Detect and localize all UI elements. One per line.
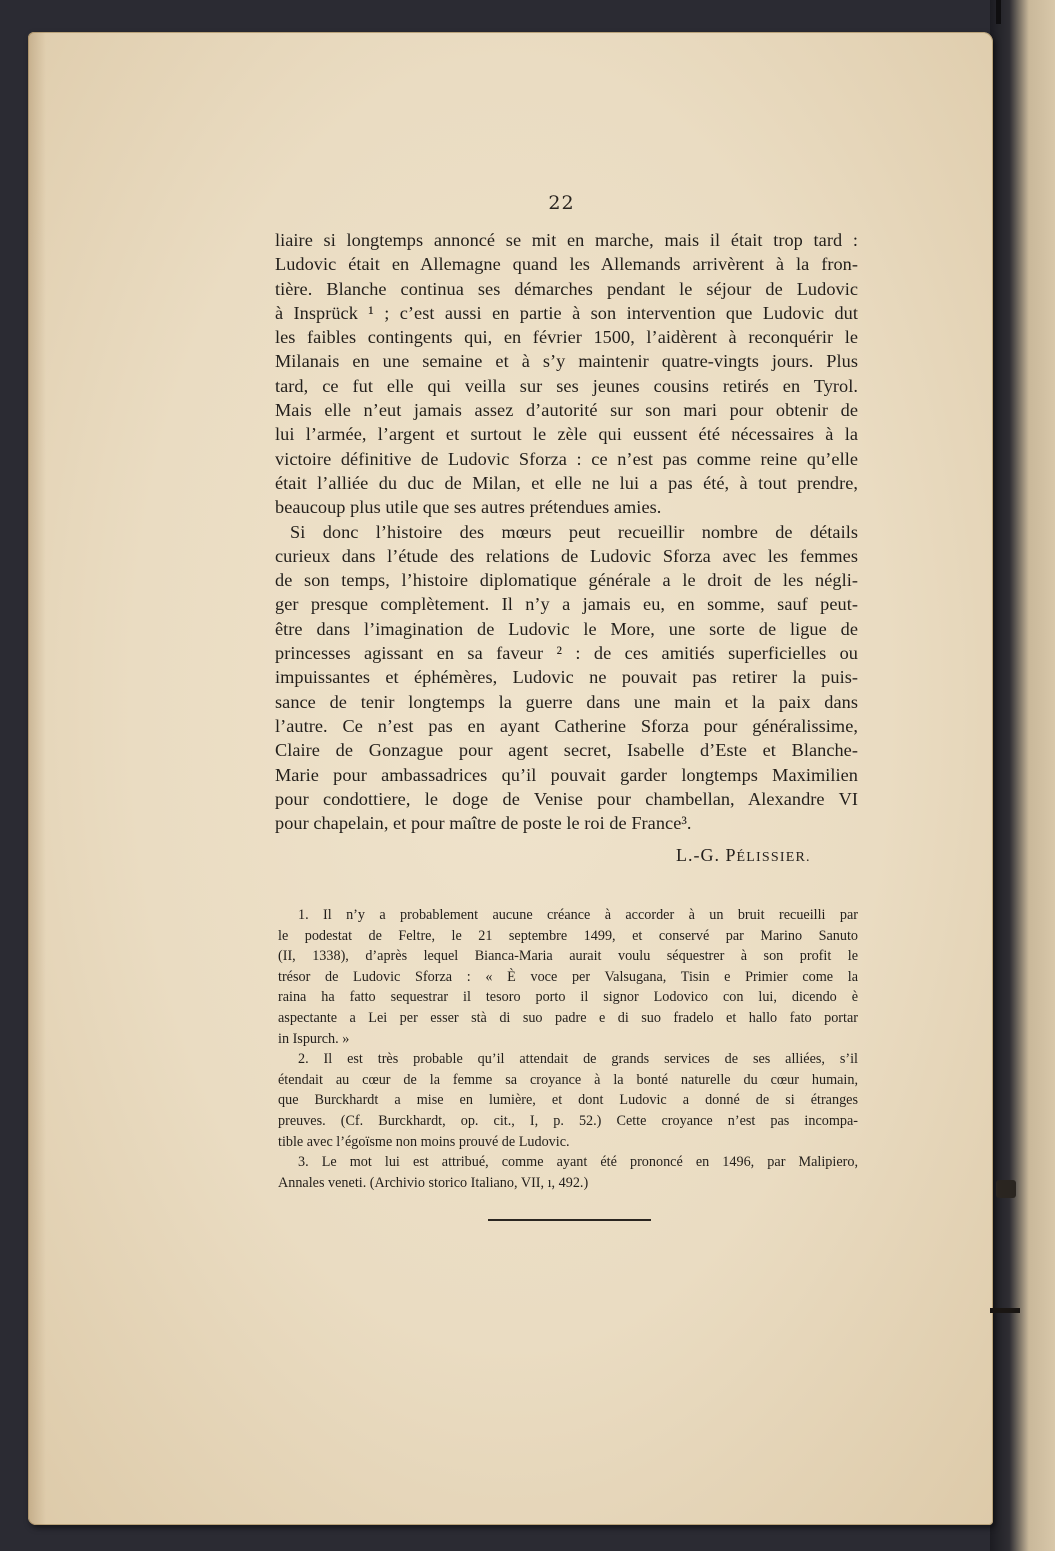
text-line: à Insprück ¹ ; c’est aussi en partie à son intervention que Ludovic dut bbox=[275, 302, 858, 323]
footnotes bbox=[278, 905, 858, 1193]
book-backdrop-right bbox=[990, 0, 1055, 1551]
text-line: princesses agissant en sa faveur ² : de ces amitiés superficielles ou bbox=[275, 643, 858, 664]
text-line: beaucoup plus utile que ses autres prétendues amies. bbox=[275, 497, 662, 518]
text-line-italic: sance de tenir longtemps la guerre dans une main et la paix dans bbox=[275, 691, 858, 712]
footnote-1-line: in Ispurch. » bbox=[278, 1030, 350, 1047]
footnote-2-line: tible avec l’égoïsme non moins prouvé de Ludovic. bbox=[278, 1133, 570, 1150]
text-line: les faibles contingents qui, en février 1500, l’aidèrent à reconquérir le bbox=[275, 327, 858, 348]
footnote-2-line: étendait au cœur de la femme sa croyance à la bonté naturelle du cœur humain, bbox=[278, 1071, 858, 1088]
footnote-1-line: raina ha fatto sequestrar il tesoro porto il signor Lodovico con lui, dicendo è bbox=[278, 989, 858, 1006]
signature-initials: L.-G. P bbox=[676, 845, 737, 865]
binding-mark bbox=[996, 1180, 1016, 1198]
text-line: pour condottiere, le doge de Venise pour chambellan, Alexandre VI bbox=[275, 788, 858, 809]
footnote-1-line: trésor de Ludovic Sforza : « È voce per Valsugana, Tisin e Primier come la bbox=[278, 968, 858, 985]
footnote-2-line: 2. Il est très probable qu’il attendait de grands services de ses alliées, s’il bbox=[298, 1051, 858, 1068]
text-line: Claire de Gonzague pour agent secret, Isabelle d’Este et Blanche- bbox=[275, 740, 858, 761]
footnote-2-line: que Burckhardt a mise en lumière, et dont Ludovic a donné de si étranges bbox=[278, 1092, 858, 1109]
author-signature bbox=[676, 845, 876, 866]
text-line: pour chapelain, et pour maître de poste le roi de France³. bbox=[275, 813, 692, 834]
text-line: Marie pour ambassadrices qu’il pouvait garder longtemps Maximilien bbox=[275, 764, 858, 785]
text-line: l’autre. Ce n’est pas en ayant Catherine Sforza pour généralissime, bbox=[275, 715, 858, 736]
footnote-1-line: aspectante a Lei per esser stà di suo padre e di suo fradelo et hallo fato portar bbox=[278, 1009, 858, 1026]
text-line: impuissantes et éphémères, Ludovic ne pouvait pas retirer la puis- bbox=[275, 667, 858, 688]
page-number: 22 bbox=[548, 192, 575, 214]
text-line: ger presque complètement. Il n’y a jamais eu, en somme, sauf peut- bbox=[275, 594, 858, 615]
text-line: Mais elle n’eut jamais assez d’autorité sur son mari pour obtenir de bbox=[275, 400, 858, 421]
binding-mark bbox=[996, 0, 1001, 24]
text-line: Si donc l’histoire des mœurs peut recueillir nombre de détails bbox=[290, 521, 858, 542]
footnote-2-line: preuves. (Cf. Burckhardt, op. cit., I, p. 52.) Cette croyance n’est pas incompa- bbox=[278, 1112, 858, 1129]
text-line: curieux dans l’étude des relations de Ludovic Sforza avec les femmes bbox=[275, 545, 858, 566]
footnote-3-line: 3. Le mot lui est attribué, comme ayant été prononcé en 1496, par Malipiero, bbox=[298, 1154, 858, 1171]
end-rule bbox=[488, 1219, 651, 1221]
text-line: Milanais en une semaine et à s’y maintenir quatre-vingts jours. Plus bbox=[275, 351, 858, 372]
text-line: être dans l’imagination de Ludovic le More, une sorte de ligue de bbox=[275, 618, 858, 639]
text-line: était l’alliée du duc de Milan, et elle ne lui a pas été, à tout prendre, bbox=[275, 472, 858, 493]
footnote-1-line: (II, 1338), d’après lequel Bianca-Maria aurait voulu séquestrer à son profit le bbox=[278, 948, 858, 965]
text-line: tard, ce fut elle qui veilla sur ses jeunes cousins retirés en Tyrol. bbox=[275, 375, 858, 396]
text-line: victoire définitive de Ludovic Sforza : ce n’est pas comme reine qu’elle bbox=[275, 448, 858, 469]
signature-surname: ÉLISSIER. bbox=[736, 850, 811, 865]
text-line: lui l’armée, l’argent et surtout le zèle qui eussent été nécessaires à la bbox=[275, 424, 858, 445]
text-line: liaire si longtemps annoncé se mit en marche, mais il était trop tard : bbox=[275, 230, 858, 250]
binding-mark bbox=[990, 1308, 1020, 1313]
main-text bbox=[275, 228, 858, 835]
page-edge-shadow bbox=[28, 32, 46, 1525]
text-line: Ludovic était en Allemagne quand les Allemands arrivèrent à la fron- bbox=[275, 254, 858, 275]
footnote-1-line: 1. Il n’y a probablement aucune créance à accorder à un bruit recueilli par bbox=[298, 907, 858, 923]
footnote-3-line: Annales veneti. (Archivio storico Italiano, VII, ı, 492.) bbox=[278, 1174, 589, 1191]
text-line: tière. Blanche continua ses démarches pendant le séjour de Ludovic bbox=[275, 278, 858, 299]
footnote-1-line: le podestat de Feltre, le 21 septembre 1499, et conservé par Marino Sanuto bbox=[278, 927, 858, 944]
text-line: de son temps, l’histoire diplomatique générale a le droit de les négli- bbox=[275, 570, 858, 591]
